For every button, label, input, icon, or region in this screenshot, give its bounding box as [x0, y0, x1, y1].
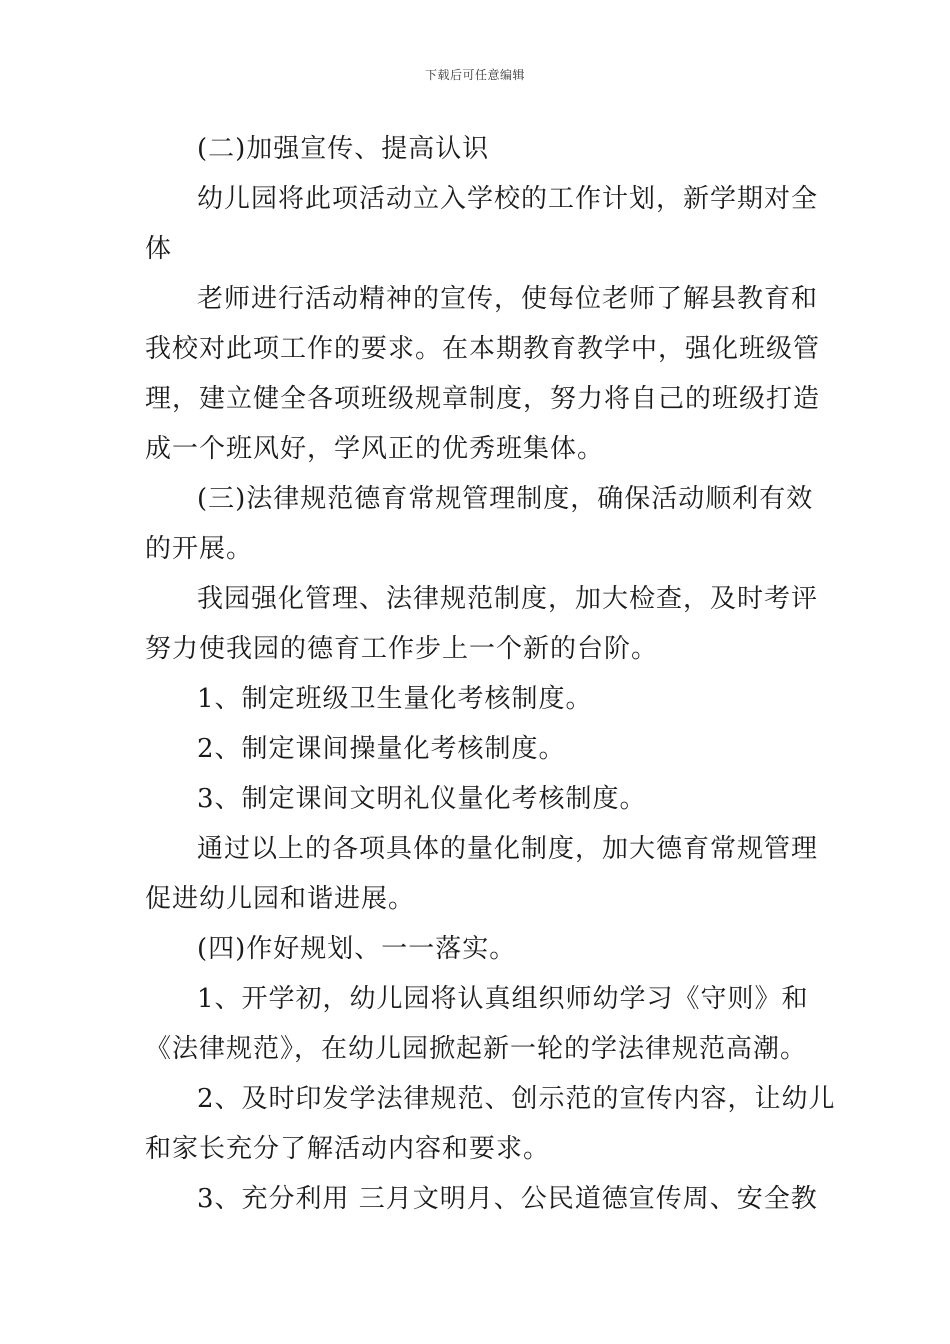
paragraph-line: 体 — [145, 234, 173, 264]
list-item: 3、充分利用 三月文明月、公民道德宣传周、安全教 — [197, 1184, 818, 1214]
paragraph-line: 努力使我园的德育工作步上一个新的台阶。 — [145, 634, 659, 664]
list-item: 和家长充分了解活动内容和要求。 — [145, 1134, 551, 1164]
paragraph-line: 促进幼儿园和谐进展。 — [145, 884, 416, 914]
list-item: 3、制定课间文明礼仪量化考核制度。 — [197, 784, 647, 814]
list-item: 1、制定班级卫生量化考核制度。 — [197, 684, 593, 714]
list-item: 1、开学初，幼儿园将认真组织师幼学习《守则》和 — [197, 984, 809, 1014]
section-heading-3: (三)法律规范德育常规管理制度，确保活动顺利有效 — [197, 484, 814, 514]
section-heading-4: (四)作好规划、一一落实。 — [197, 934, 517, 964]
paragraph-line: 我校对此项工作的要求。在本期教育教学中，强化班级管 — [145, 334, 821, 364]
paragraph-line: 我园强化管理、法律规范制度，加大检查，及时考评 — [197, 584, 819, 614]
paragraph-line: 理，建立健全各项班级规章制度，努力将自己的班级打造 — [145, 384, 821, 414]
paragraph-line: 的开展。 — [145, 534, 254, 564]
paragraph-line: 幼儿园将此项活动立入学校的工作计划，新学期对全 — [197, 184, 819, 214]
list-item: 2、制定课间操量化考核制度。 — [197, 734, 566, 764]
section-heading-2: (二)加强宣传、提高认识 — [197, 134, 490, 164]
list-item: 2、及时印发学法律规范、创示范的宣传内容，让幼儿 — [197, 1084, 836, 1114]
list-item: 《法律规范》，在幼儿园掀起新一轮的学法律规范高潮。 — [145, 1034, 808, 1064]
paragraph-line: 老师进行活动精神的宣传，使每位老师了解县教育和 — [197, 284, 819, 314]
paragraph-line: 通过以上的各项具体的量化制度，加大德育常规管理 — [197, 834, 819, 864]
paragraph-line: 成一个班风好，学风正的优秀班集体。 — [145, 434, 605, 464]
header-note: 下载后可任意编辑 — [424, 68, 525, 82]
